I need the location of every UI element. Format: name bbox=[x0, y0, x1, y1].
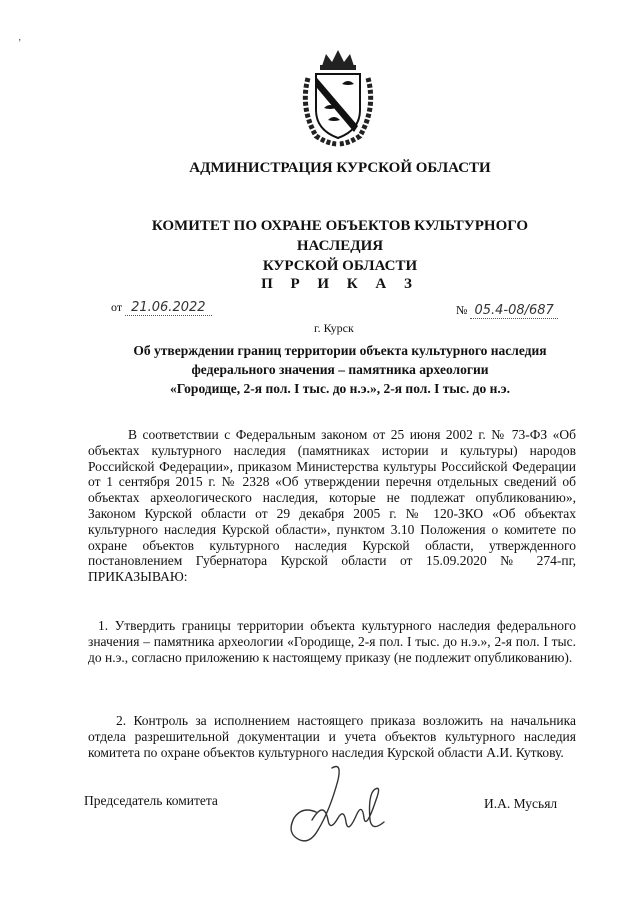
committee-title-line1: КОМИТЕТ ПО ОХРАНЕ ОБЪЕКТОВ КУЛЬТУРНОГО НАСЛЕДИЯ bbox=[151, 218, 529, 254]
administration-title: АДМИНИСТРАЦИЯ КУРСКОЙ ОБЛАСТИ bbox=[189, 160, 491, 176]
number-prefix: № bbox=[456, 303, 468, 317]
number-value: 05.4-08/687 bbox=[470, 303, 557, 319]
subject-line1: Об утверждении границ территории объекта культурного наследия bbox=[133, 343, 547, 358]
committee-title bbox=[120, 216, 560, 276]
order-item-2: 2. Контроль за исполнением настоящего приказа возложить на начальника отдела разрешительной документации и учета объектов культурного наследия комитета по охране объектов культурного наследия Курской области А.И. Куткову. bbox=[88, 713, 576, 760]
signature-icon bbox=[272, 760, 402, 855]
date-prefix: от bbox=[111, 300, 123, 314]
city: г. Курск bbox=[314, 321, 354, 335]
signer-title: Председатель комитета bbox=[84, 793, 218, 808]
preamble-paragraph: В соответствии с Федеральным законом от 25 июня 2002 г. № 73-ФЗ «Об объектах культурного наследия (памятниках истории и культуры) народов Российской Федерации», приказом Министерства культуры Российской Федерации от 1 сентября 2015 г. № 2328 «Об утверждении перечня отдельных сведений об объектах археологического наследия, которые не подлежат опубликованию», Законом Курской области от 29 декабря 2005 г. № 120-ЗКО «Об объектах культурного наследия Курской области», пунктом 3.10 Положения о комитете по охране объектов культурного наследия Курской области, утвержденного постановлением Губернатора Курской области от 15.09.2020 № 274-пг, ПРИКАЗЫВАЮ: bbox=[88, 427, 576, 585]
coat-of-arms-icon bbox=[298, 48, 378, 148]
subject-line2: федерального значения – памятника археологии bbox=[191, 362, 489, 377]
subject-line3: «Городище, 2-я пол. I тыс. до н.э.», 2-я пол. I тыс. до н.э. bbox=[170, 381, 510, 396]
subject-heading bbox=[100, 341, 580, 398]
margin-mark: ‚ bbox=[18, 32, 22, 43]
order-item-1: 1. Утвердить границы территории объекта культурного наследия федерального значения – памятника археологии «Городище, 2-я пол. I тыс. до н.э.», 2-я пол. I тыс. до н.э., согласно приложению к настоящему приказу (не подлежит опубликованию). bbox=[88, 618, 576, 665]
committee-title-line2: КУРСКОЙ ОБЛАСТИ bbox=[262, 258, 418, 274]
date-line bbox=[111, 300, 212, 315]
document-type: П Р И К А З bbox=[261, 276, 419, 292]
signer-name: И.А. Мусьял bbox=[484, 796, 558, 811]
date-value: 21.06.2022 bbox=[125, 300, 211, 316]
number-line bbox=[456, 303, 558, 318]
